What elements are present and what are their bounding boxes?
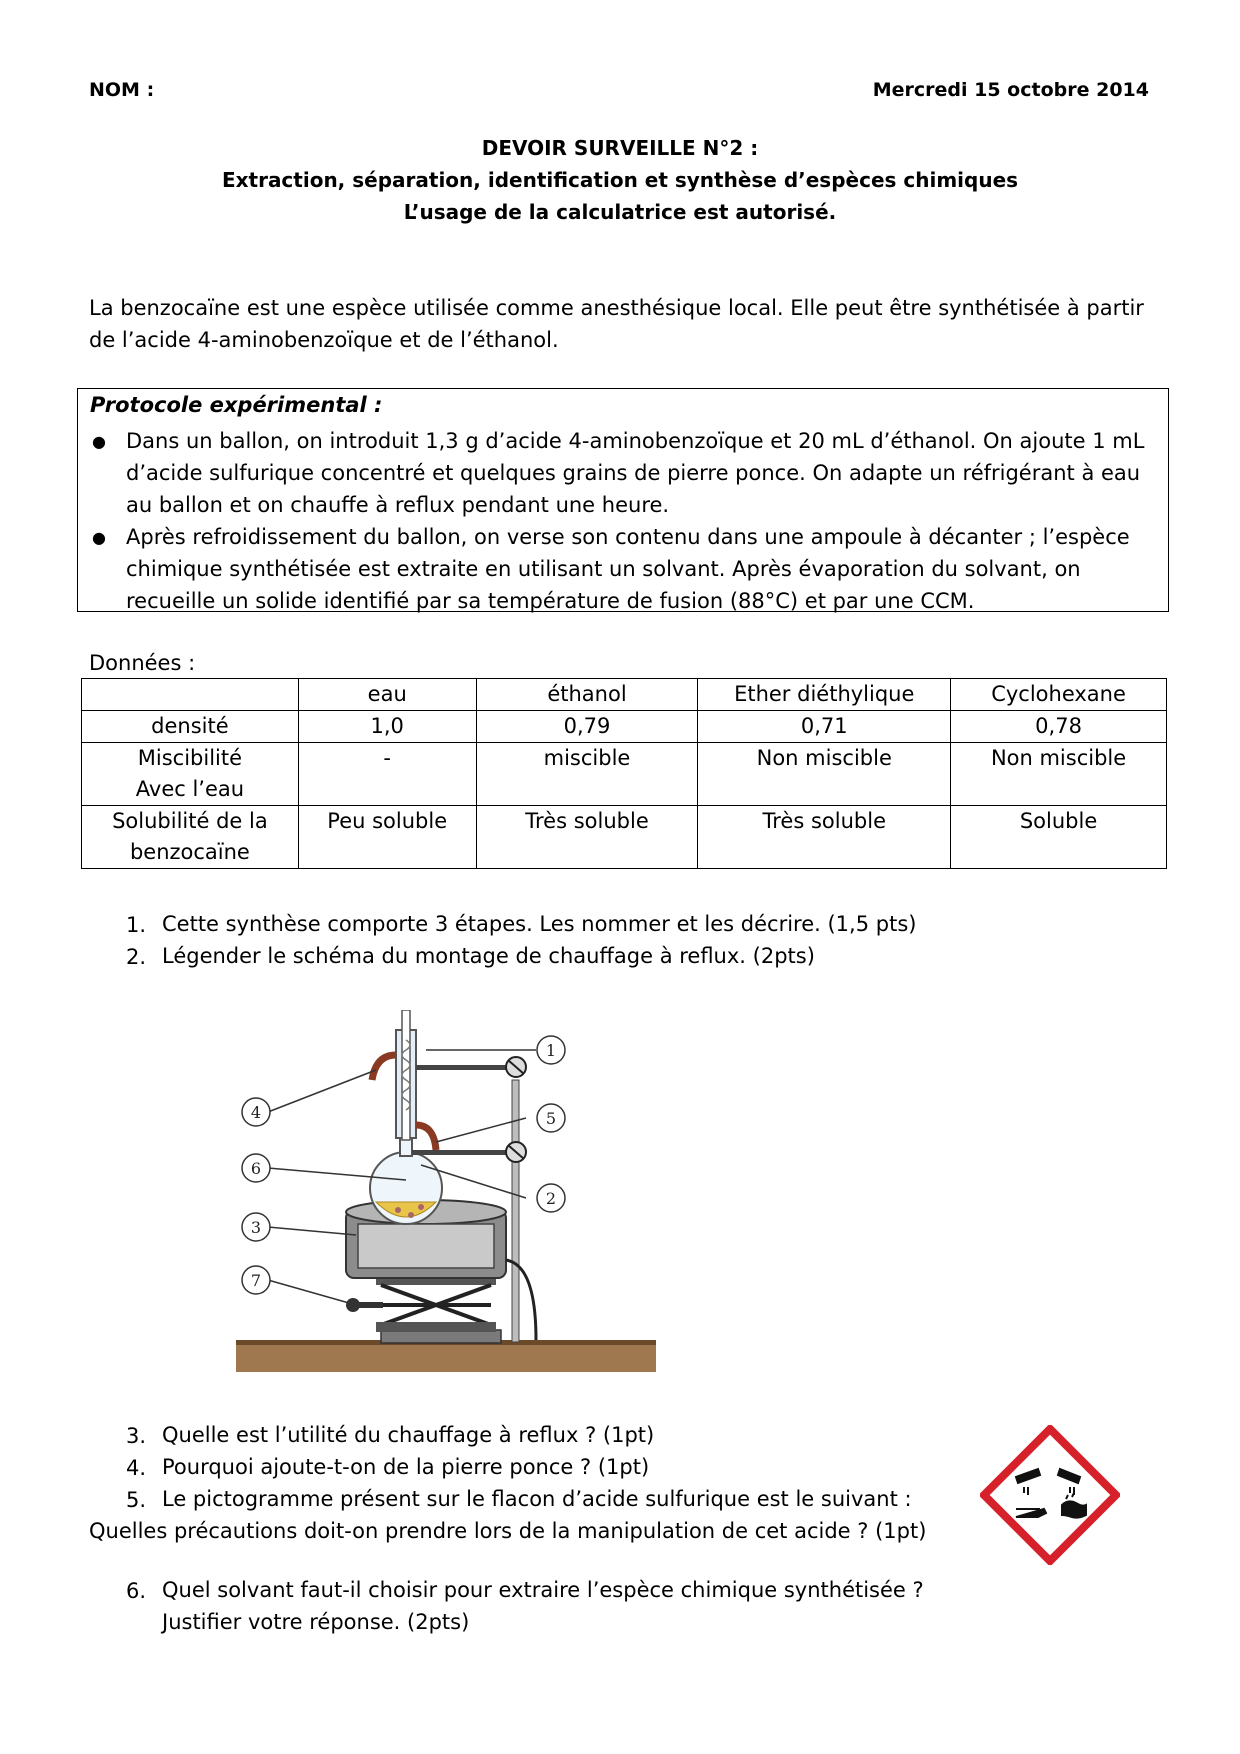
question-number: 5.: [126, 1488, 147, 1512]
solvent-data-table: [81, 678, 1167, 869]
question-3: Quelle est l’utilité du chauffage à reflux ? (1pt): [162, 1423, 655, 1447]
table-header-cell: éthanol: [476, 679, 698, 711]
table-cell: 1,0: [298, 711, 476, 743]
table-cell: 0,78: [951, 711, 1167, 743]
exam-subtitle: Extraction, séparation, identification et synthèse d’espèces chimiques: [221, 168, 1019, 192]
diagram-label-1: 1: [545, 1041, 557, 1060]
exam-date: Mercredi 15 octobre 2014: [872, 79, 1149, 101]
question-number: 1.: [126, 913, 147, 937]
protocol-bullet-2: Après refroidissement du ballon, on verse son contenu dans une ampoule à décanter ; l’espèce chimique synthétisée est extraite en utilisant un solvant. Après évaporation du solvant, on recueille un solide identifié par sa température de fusion (88°C) et par une CCM.: [126, 525, 1130, 613]
corrosive-pictogram: [980, 1425, 1120, 1565]
intro-line-1: La benzocaïne est une espèce utilisée comme anesthésique local. Elle peut être synthétisée à partir: [89, 296, 1144, 320]
question-6-followup: Justifier votre réponse. (2pts): [162, 1610, 470, 1634]
table-cell: Non miscible: [951, 743, 1167, 806]
protocol-box: [77, 388, 1169, 612]
protocol-title: Protocole expérimental :: [90, 393, 383, 417]
question-1: Cette synthèse comporte 3 étapes. Les nommer et les décrire. (1,5 pts): [162, 912, 917, 936]
table-cell: Soluble: [951, 806, 1167, 869]
diagram-label-4: 4: [250, 1103, 262, 1122]
table-cell: densité: [82, 711, 299, 743]
table-cell: Peu soluble: [298, 806, 476, 869]
diagram-label-5: 5: [545, 1109, 557, 1128]
table-header-cell: [82, 679, 299, 711]
name-field-label: NOM :: [89, 79, 155, 101]
bullet-icon: ●: [92, 432, 106, 451]
table-cell: Miscibilité Avec l’eau: [82, 743, 299, 806]
question-number: 4.: [126, 1456, 147, 1480]
table-cell: -: [298, 743, 476, 806]
table-cell: Solubilité de la benzocaïne: [82, 806, 299, 869]
question-6: Quel solvant faut-il choisir pour extraire l’espèce chimique synthétisée ?: [162, 1578, 924, 1602]
table-row: [82, 806, 1167, 869]
table-cell: 0,79: [476, 711, 698, 743]
diagram-label-2: 2: [545, 1189, 557, 1208]
diagram-label-3: 3: [250, 1218, 262, 1237]
data-label: Données :: [89, 651, 196, 675]
table-header-cell: Cyclohexane: [951, 679, 1167, 711]
table-cell: Non miscible: [698, 743, 951, 806]
question-4: Pourquoi ajoute-t-on de la pierre ponce ? (1pt): [162, 1455, 650, 1479]
bench-surface: [236, 1343, 656, 1372]
diagram-label-6: 6: [250, 1159, 262, 1178]
table-cell: Très soluble: [698, 806, 951, 869]
table-row: [82, 711, 1167, 743]
table-cell: miscible: [476, 743, 698, 806]
question-number: 2.: [126, 945, 147, 969]
question-5: Le pictogramme présent sur le flacon d’acide sulfurique est le suivant :: [162, 1487, 912, 1511]
intro-line-2: de l’acide 4-aminobenzoïque et de l’éthanol.: [89, 328, 559, 352]
calculator-note: L’usage de la calculatrice est autorisé.: [403, 200, 837, 224]
table-header-row: [82, 679, 1167, 711]
question-2: Légender le schéma du montage de chauffage à reflux. (2pts): [162, 944, 815, 968]
protocol-bullet-1: Dans un ballon, on introduit 1,3 g d’acide 4-aminobenzoïque et 20 mL d’éthanol. On ajoute 1 mL d’acide sulfurique concentré et quelques grains de pierre ponce. On adapte un réfrigérant à eau au ballon et on chauffe à reflux pendant une heure.: [126, 429, 1145, 517]
reflux-apparatus-diagram: [236, 1010, 656, 1372]
exam-title: DEVOIR SURVEILLE N°2 :: [481, 136, 759, 160]
diagram-label-7: 7: [250, 1271, 262, 1290]
question-5-followup: Quelles précautions doit-on prendre lors de la manipulation de cet acide ? (1pt): [89, 1519, 927, 1543]
question-number: 3.: [126, 1424, 147, 1448]
table-cell: Très soluble: [476, 806, 698, 869]
bullet-icon: ●: [92, 528, 106, 547]
table-cell: 0,71: [698, 711, 951, 743]
table-header-cell: Ether diéthylique: [698, 679, 951, 711]
table-row: [82, 743, 1167, 806]
question-number: 6.: [126, 1579, 147, 1603]
table-header-cell: eau: [298, 679, 476, 711]
